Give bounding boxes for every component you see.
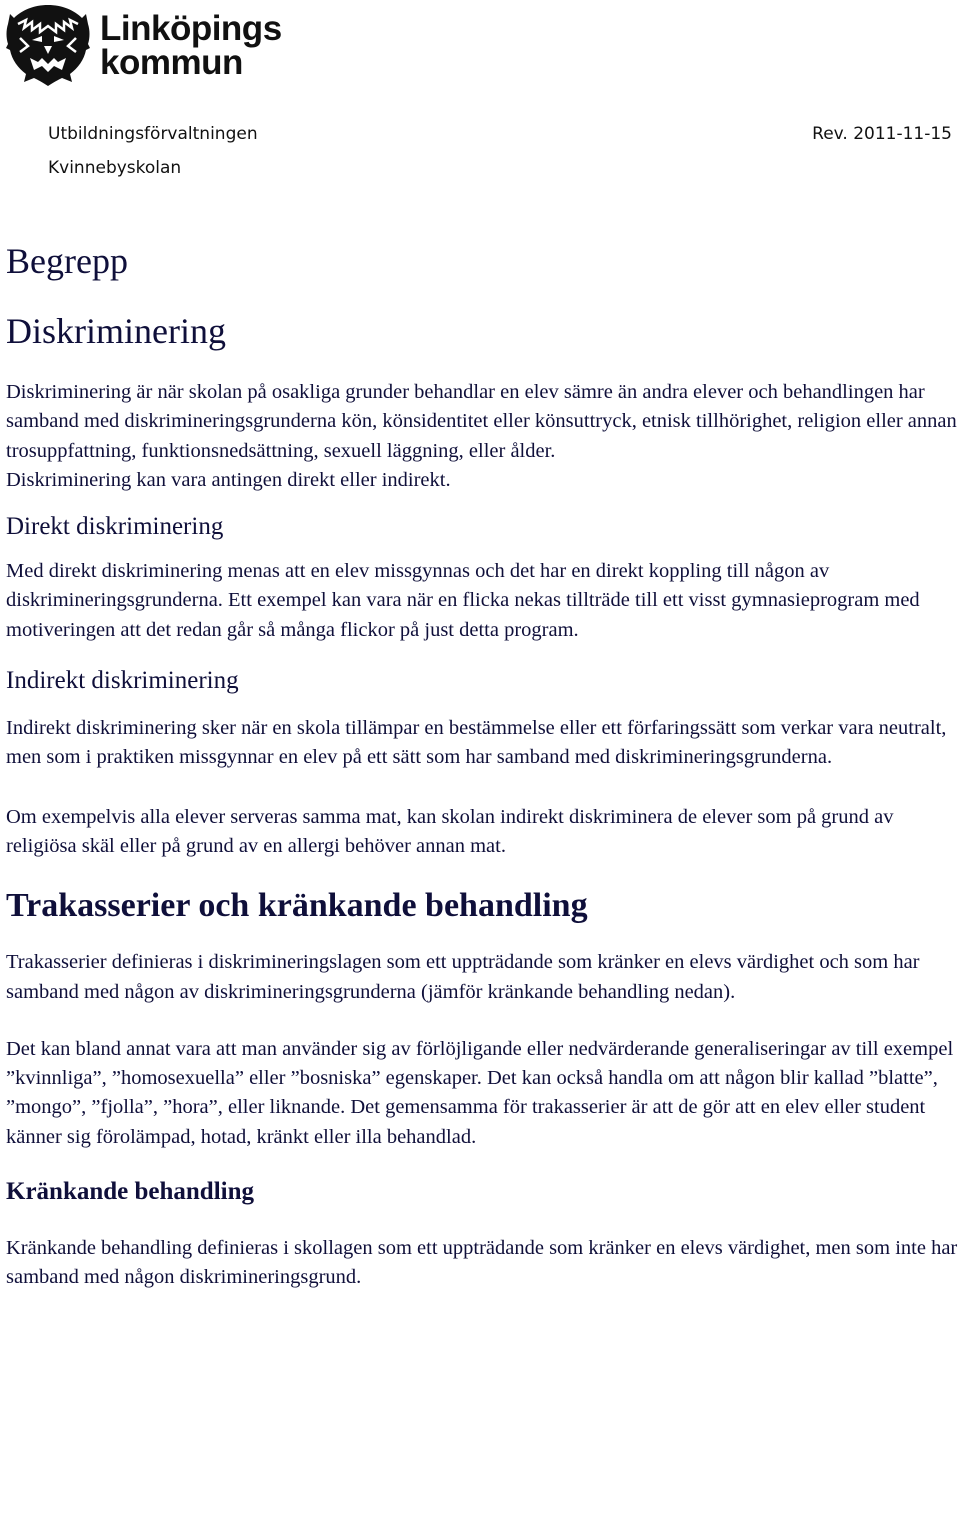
section-title-direct: Direkt diskriminering (6, 513, 224, 541)
header-revision-date: Rev. 2011-11-15 (812, 124, 952, 144)
paragraph-harassment-1: Trakasserier definieras i diskrimineringslagen som ett uppträdande som kränker en elevs värdighet och som har samband med någon av diskrimineringsgrunderna (jämför kränkande behandling nedan). (6, 951, 920, 1003)
paragraph-direct: Med direkt diskriminering menas att en elev missgynnas och det har en direkt koppling till någon av diskrimineringsgrunderna. Ett exempel kan vara när en flicka nekas tillträde till ett visst gymnasieprogram med motiveringen att det redan går så många flickor på just detta program. (6, 560, 920, 641)
paragraph-offensive-treatment: Kränkande behandling definieras i skollagen som ett uppträdande som kränker en elevs värdighet, men som inte har samband med någon diskrimineringsgrund. (6, 1237, 958, 1289)
paragraph-harassment-2: Det kan bland annat vara att man använder sig av förlöjligande eller nedvärderande generaliseringar av till exempel ”kvinnliga”, ”homosexuella” eller ”bosniska” egenskaper. Det kan också handla om att någon blir kallad ”blatte”, ”mongo”, ”fjolla”, ”hora”, eller liknande. Det gemensamma för trakasserier är att de gör att en elev eller student känner sig förolämpad, hotad, kränkt eller illa behandlad. (6, 1037, 954, 1148)
logo-line-1: Linköpings (100, 9, 282, 48)
paragraph-indirect-2: Om exempelvis alla elever serveras samma mat, kan skolan indirekt diskriminera de elever som på grund av religiösa skäl eller på grund av en allergi behöver annan mat. (6, 805, 894, 857)
paragraph-indirect-1: Indirekt diskriminering sker när en skola tillämpar en bestämmelse eller ett förfaringssätt som verkar vara neutralt, men som i praktiken missgynnar en elev på ett sätt som har samband med diskrimineringsgrunderna. (6, 717, 947, 769)
section-title-harassment: Trakasserier och kränkande behandling (6, 887, 588, 925)
logo-wordmark (100, 9, 282, 82)
section-title-indirect: Indirekt diskriminering (6, 667, 239, 695)
header-organization: Utbildningsförvaltningen (48, 124, 258, 144)
lion-crest-icon (4, 2, 92, 90)
document-body (6, 238, 958, 1293)
paragraph-discrimination-types: Diskriminering kan vara antingen direkt eller indirekt. (6, 468, 451, 491)
section-title-diskriminering: Diskriminering (6, 311, 226, 351)
header-school: Kvinnebyskolan (48, 158, 182, 178)
paragraph-discrimination-definition: Diskriminering är när skolan på osakliga grunder behandlar en elev sämre än andra elever och behandlingen har samband med diskrimineringsgrunderna kön, könsidentitet eller könsuttryck, etnisk tillhörighet, religion eller annan trosuppfattning, funktionsnedsättning, sexuell läggning, eller ålder. (6, 381, 957, 462)
document-title: Begrepp (6, 241, 128, 281)
municipality-logo (4, 2, 282, 90)
logo-line-2: kommun (100, 43, 243, 82)
section-title-offensive-treatment: Kränkande behandling (6, 1178, 255, 1206)
